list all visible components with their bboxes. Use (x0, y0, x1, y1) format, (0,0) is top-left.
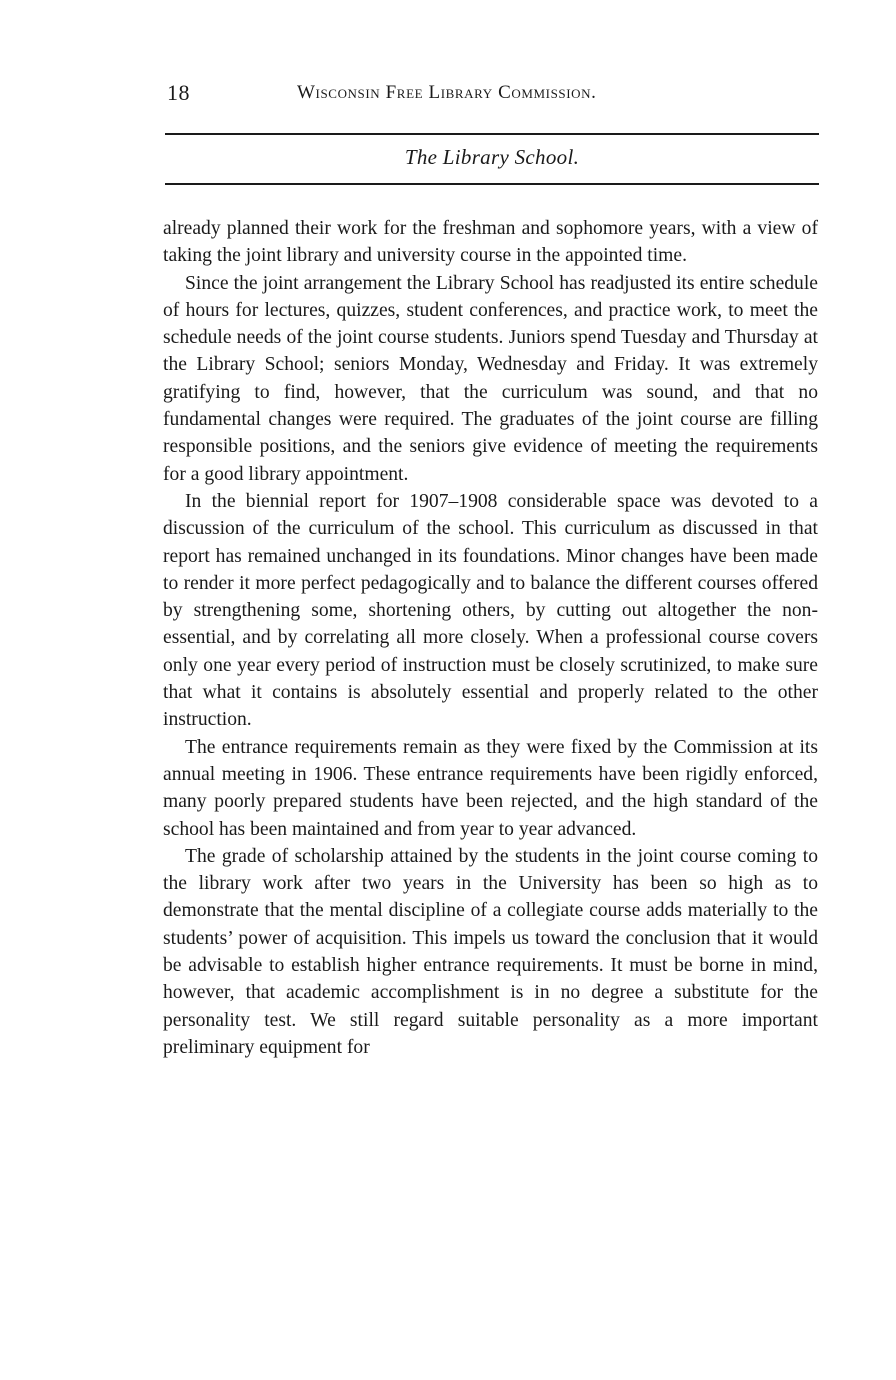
section-heading: The Library School. (404, 145, 580, 169)
paragraph-continuation: already planned their work for the freshman and sophomore years, with a view of taking the joint library and university course in the appointed time. (163, 218, 818, 267)
paragraph-scholarship: The grade of scholarship attained by the students in the joint course coming to the library work after two years in the University has been so high as to demonstrate that the mental discipline of a collegiate course adds materially to the students’ power of acquisition. This impels us toward the conclusion that it would be advisable to establish higher entrance requirements. It must be borne in mind, however, that academic accomplishment is in no degree a substitute for the personality test. We still regard suitable personality as a more important preliminary equipment for (163, 845, 818, 1058)
body-text (163, 215, 818, 1061)
paragraph-curriculum: In the biennial report for 1907–1908 considerable space was devoted to a discussion of the curriculum of the school. This curriculum as discussed in that report has remained unchanged in its foundations. Minor changes have been made to render it more perfect pedagogically and to balance the different courses offered by strengthening some, shortening others, by cutting out altogether the non-essential, and by correlating all more closely. When a professional course covers only one year every period of instruction must be closely scrutinized, to make sure that what it contains is absolutely essential and properly related to the other instruction. (163, 490, 818, 731)
header-rule-top (165, 133, 819, 135)
page-number: 18 (167, 80, 190, 105)
paragraph-schedule: Since the joint arrangement the Library School has readjusted its entire schedule of hours for lectures, quizzes, student conferences, and practice work, to meet the schedule needs of the joint course students. Juniors spend Tuesday and Thursday at the Library School; seniors Monday, Wednesday and Friday. It was extremely gratifying to find, however, that the curriculum was sound, and that no fundamental changes were required. The graduates of the joint course are filling responsible positions, and the seniors give evidence of meeting the requirements for a good library appointment. (163, 272, 818, 485)
paragraph-entrance-requirements: The entrance requirements remain as they were fixed by the Commission at its annual meeting in 1906. These entrance requirements have been rigidly enforced, many poorly prepared students have been rejected, and the high standard of the school has been maintained and from year to year advanced. (163, 736, 818, 840)
running-header (165, 80, 820, 112)
header-rule-bottom (165, 183, 819, 185)
header-title: Wisconsin Free Library Commission. (297, 82, 597, 103)
